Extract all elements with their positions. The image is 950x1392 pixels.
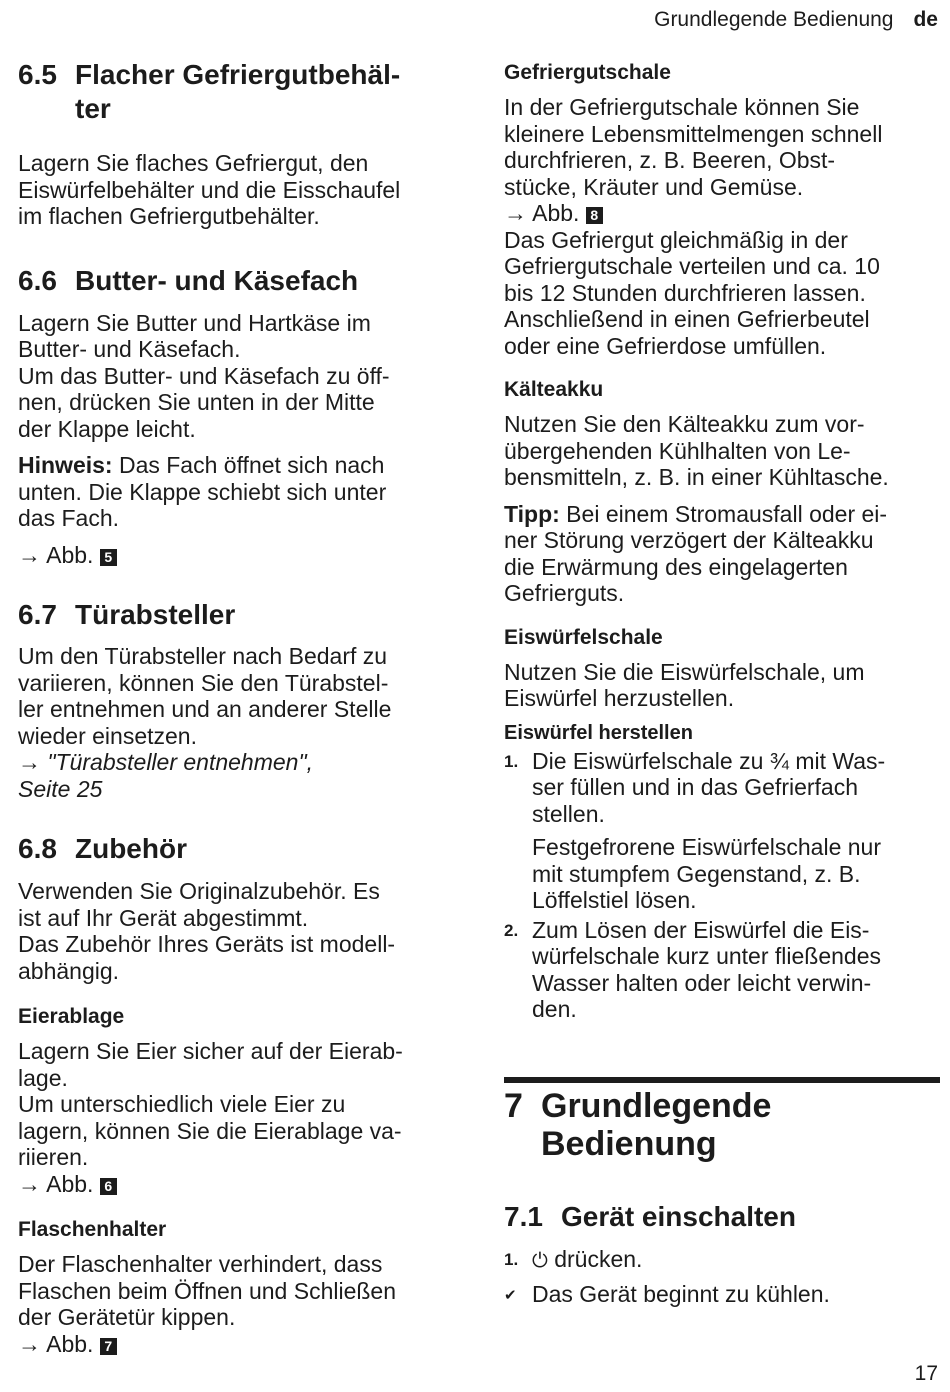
subheading: Eiswürfelschale bbox=[504, 625, 663, 649]
paragraph: Der Flaschenhalter verhindert, dass Flaschen beim Öffnen und Schließen der Gerätetür kippen. → Abb. 7 bbox=[18, 1251, 397, 1357]
header-language: de bbox=[913, 8, 938, 31]
heading-6-6: 6.6 Butter- und Käsefach bbox=[18, 264, 359, 296]
section-7-1 bbox=[504, 1200, 940, 1308]
section-6-8 bbox=[18, 832, 458, 984]
subsection-eierablage bbox=[18, 1004, 458, 1197]
subsection-flaschenhalter bbox=[18, 1217, 458, 1357]
subsection-eiswuerfelschale bbox=[504, 625, 940, 1023]
list-item: 2. Zum Lösen der Eiswürfel die Eis- würfelschale kurz unter fließendes Wasser halten oder leicht verwin- den. bbox=[504, 916, 881, 1022]
subheading: Eierablage bbox=[18, 1005, 125, 1028]
paragraph: Nutzen Sie die Eiswürfelschale, um Eiswürfel herzustellen. bbox=[504, 658, 865, 711]
section-6-6 bbox=[18, 264, 458, 569]
figure-number-box: 6 bbox=[100, 1178, 117, 1195]
figure-number-box: 5 bbox=[100, 549, 117, 566]
heading-6-5 bbox=[18, 58, 458, 126]
right-column bbox=[504, 60, 940, 1023]
chapter-7-heading: 7 Grundlegende Bedienung bbox=[504, 1087, 772, 1163]
running-header bbox=[654, 8, 938, 32]
subsection-kaelteakku bbox=[504, 377, 940, 607]
step-note: Festgefrorene Eiswürfelschale nur mit stumpfem Gegenstand, z. B. Löffelstiel lösen. bbox=[532, 834, 881, 913]
paragraph: In der Gefriergutschale können Sie kleinere Lebensmittelmengen schnell durchfrieren, z. B. Beeren, Obst- stücke, Kräuter und Gemüse. → Abb. 8 Das Gefriergut gleichmäßig in der Gefriergutschale verteilen und ca. 10 bis 12 Stunden durchfrieren lassen. Anschließend in einen Gefrierbeutel oder eine Gefrierdose umfüllen. bbox=[504, 94, 883, 359]
heading-6-7: 6.7 Türabsteller bbox=[18, 599, 236, 630]
subheading: Flaschenhalter bbox=[18, 1218, 167, 1241]
page-reference-link[interactable]: → "Türabsteller entnehmen", Seite 25 bbox=[18, 749, 314, 802]
header-section-title: Grundlegende Bedienung bbox=[654, 8, 894, 31]
subheading: Gefriergutschale bbox=[504, 61, 671, 84]
chapter-rule bbox=[504, 1077, 940, 1083]
tip-paragraph: Tipp: Bei einem Stromausfall oder ei- ner Störung verzögert der Kälteakku die Erwärmung des eingelagerten Gefrierguts. bbox=[504, 500, 888, 606]
heading-6-8: 6.8 Zubehör bbox=[18, 833, 187, 864]
paragraph: Lagern Sie Eier sicher auf der Eierab- lage. Um unterschiedlich viele Eier zu lagern, können Sie die Eierablage va- riieren. → Abb. 6 bbox=[18, 1038, 403, 1197]
heading-7-1: 7.1 Gerät einschalten bbox=[504, 1201, 796, 1232]
heading-title: Flacher Gefriergutbehäl- ter bbox=[75, 59, 401, 124]
subsection-gefriergutschale bbox=[504, 60, 940, 359]
figure-number-box: 7 bbox=[100, 1338, 117, 1355]
result-item: ✔ Das Gerät beginnt zu kühlen. bbox=[504, 1280, 830, 1307]
paragraph: Nutzen Sie den Kälteakku zum vor- übergehenden Kühlhalten von Le- bensmitteln, z. B. in einer Kühltasche. bbox=[504, 411, 889, 490]
paragraph: Verwenden Sie Originalzubehör. Es ist auf Ihr Gerät abgestimmt. Das Zubehör Ihres Geräts ist modell- abhängig. bbox=[18, 878, 396, 984]
left-column bbox=[18, 58, 458, 1357]
power-icon: ⏻ bbox=[532, 1248, 548, 1272]
page-number: 17 bbox=[914, 1362, 938, 1385]
figure-reference: → Abb. 5 bbox=[18, 542, 458, 569]
heading-number: 6.5 bbox=[18, 59, 57, 90]
figure-number-box: 8 bbox=[586, 207, 603, 224]
list-item: 1. Die Eiswürfelschale zu ¾ mit Was- ser füllen und in das Gefrierfach stellen. bbox=[504, 747, 886, 827]
sub-subheading: Eiswürfel herstellen bbox=[504, 721, 693, 744]
section-6-7 bbox=[18, 598, 458, 802]
section-6-5 bbox=[18, 58, 458, 230]
check-icon: ✔ bbox=[504, 1285, 517, 1304]
paragraph: Lagern Sie flaches Gefriergut, den Eiswürfelbehälter und die Eisschaufel im flachen Gefriergutbehälter. bbox=[18, 150, 401, 229]
paragraph: Um den Türabsteller nach Bedarf zu variieren, können Sie den Türabstel- ler entnehmen und an anderer Stelle wieder einsetzen. bbox=[18, 643, 392, 749]
list-item: 1. ⏻ drücken. bbox=[504, 1246, 643, 1272]
hint-paragraph: Hinweis: Das Fach öffnet sich nach unten. Die Klappe schiebt sich unter das Fach. bbox=[18, 452, 387, 531]
subheading: Kälteakku bbox=[504, 378, 604, 401]
paragraph: Lagern Sie Butter und Hartkäse im Butter- und Käsefach. Um das Butter- und Käsefach zu öff- nen, drücken Sie unten in der Mitte der Klappe leicht. bbox=[18, 309, 390, 442]
